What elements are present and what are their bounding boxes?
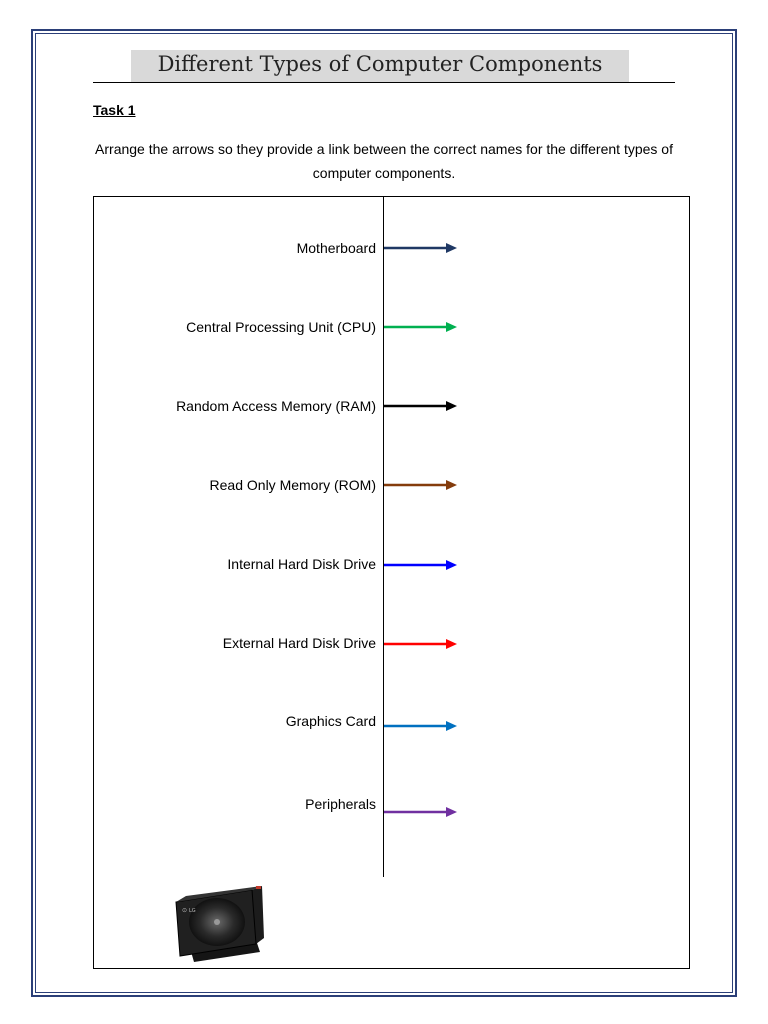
component-label: Motherboard (296, 240, 376, 256)
arrow-ram[interactable] (384, 400, 458, 412)
component-label: External Hard Disk Drive (222, 635, 376, 651)
component-label: Central Processing Unit (CPU) (186, 319, 376, 335)
arrow-internal-hdd[interactable] (384, 559, 458, 571)
arrow-graphics-card[interactable] (384, 720, 458, 732)
arrow-peripherals[interactable] (384, 806, 458, 818)
task-heading: Task 1 (93, 102, 136, 118)
page-title: Different Types of Computer Components (157, 52, 603, 76)
component-label: Peripherals (305, 796, 376, 812)
component-label: Random Access Memory (RAM) (176, 398, 376, 414)
divider-line (383, 196, 384, 877)
title-rule (93, 82, 675, 83)
external-hard-drive-icon (170, 882, 270, 964)
arrow-external-hdd[interactable] (384, 638, 458, 650)
task-box (93, 196, 690, 969)
instructions: Arrange the arrows so they provide a link between the correct names for the different types of computer components. (95, 141, 673, 181)
svg-text:⊙: ⊙ (182, 907, 188, 914)
component-label: Graphics Card (285, 713, 376, 729)
component-label: Internal Hard Disk Drive (227, 556, 376, 572)
arrow-rom[interactable] (384, 479, 458, 491)
arrow-motherboard[interactable] (384, 242, 458, 254)
arrow-cpu[interactable] (384, 321, 458, 333)
component-label: Read Only Memory (ROM) (209, 477, 376, 493)
svg-text:LG: LG (189, 908, 196, 914)
